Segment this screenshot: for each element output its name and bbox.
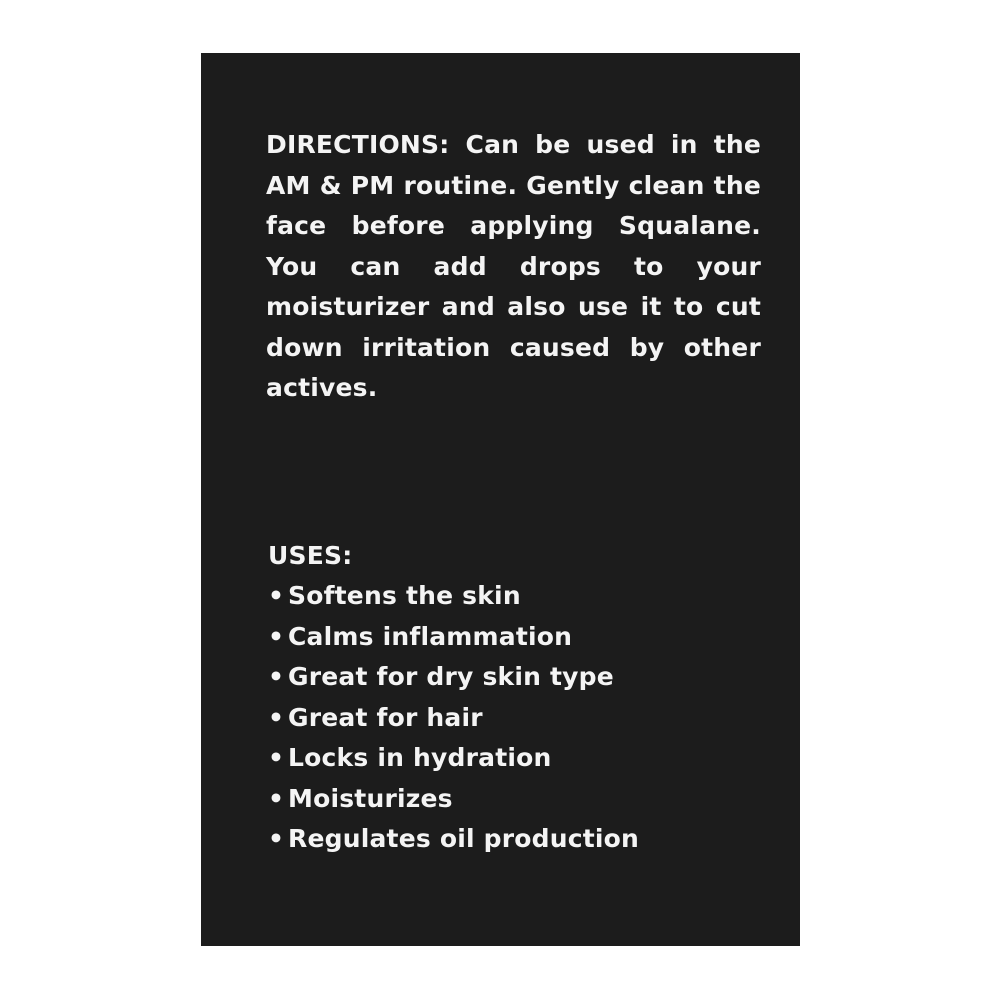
list-item [268,576,639,617]
list-item-label: Calms inflammation [288,621,573,651]
bullet-icon: • [268,783,285,813]
list-item-label: Moisturizes [288,783,453,813]
list-item [268,657,639,698]
bullet-icon: • [268,702,285,732]
bullet-icon: • [268,581,285,610]
list-item-label: Softens the skin [288,581,521,610]
bullet-icon: • [268,743,285,772]
bullet-icon: • [268,621,285,651]
bullet-icon: • [268,662,285,691]
bullet-icon: • [268,824,285,853]
list-item-label: Regulates oil production [288,824,640,853]
list-item [268,779,639,820]
list-item [268,819,639,860]
list-item [268,738,639,779]
uses-heading: USES: [268,541,353,570]
directions-text: DIRECTIONS: Can be used in the AM & PM routine. Gently clean the face before applying Squalane. You can add drops to your moisturizer and also use it to cut down irritation caused by other actives. [266,130,761,402]
product-label-card [201,53,800,946]
list-item [268,617,639,658]
list-item-label: Great for hair [288,702,483,732]
list-item [268,698,639,739]
list-item-label: Great for dry skin type [288,662,614,691]
uses-list [268,576,639,860]
list-item-label: Locks in hydration [288,743,552,772]
